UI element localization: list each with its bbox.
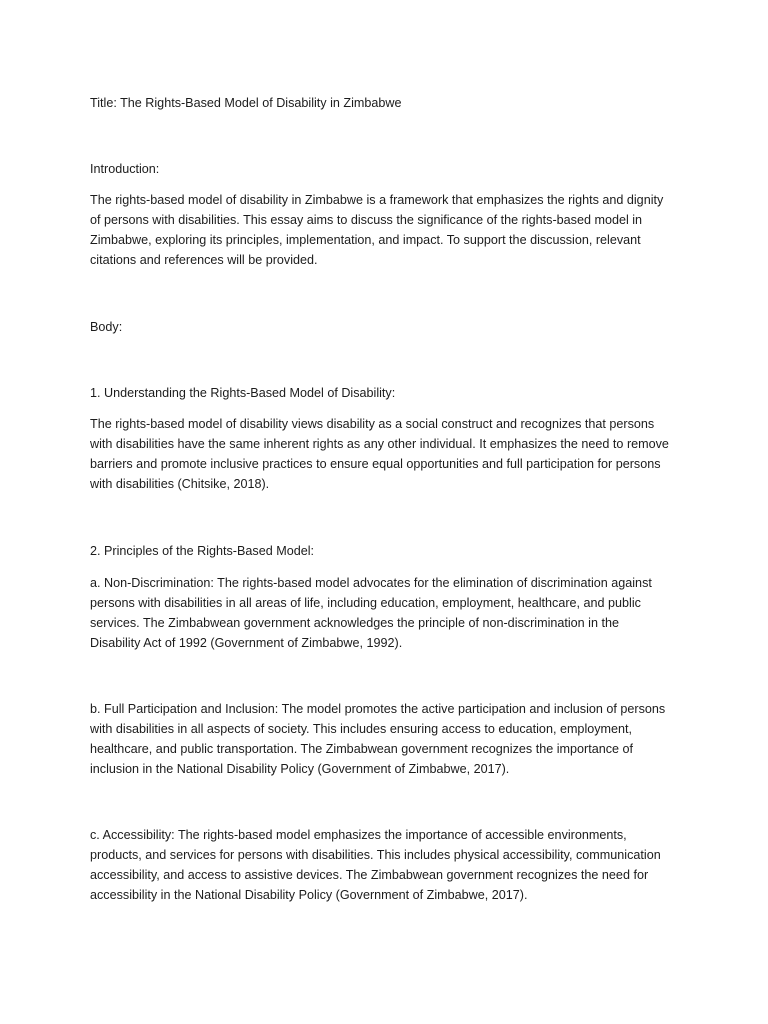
section-2a-paragraph [90,573,690,653]
section-2c-paragraph [90,825,690,905]
paragraph-line: accessibility, and access to assistive devices. The Zimbabwean government recognizes the need for [90,868,649,882]
paragraph-line: Disability Act of 1992 (Government of Zimbabwe, 1992). [90,636,403,650]
paragraph-line: with disabilities (Chitsike, 2018). [90,477,270,491]
section-2-heading: 2. Principles of the Rights-Based Model: [90,544,315,558]
paragraph-line: The rights-based model of disability views disability as a social construct and recognizes that persons [90,417,655,431]
document-title: Title: The Rights-Based Model of Disability in Zimbabwe [90,96,402,110]
paragraph-line: barriers and promote inclusive practices to ensure equal opportunities and full participation for persons [90,457,661,471]
paragraph-line: products, and services for persons with disabilities. This includes physical accessibility, communication [90,848,661,862]
paragraph-line: of persons with disabilities. This essay aims to discuss the significance of the rights-based model in [90,213,643,227]
body-heading: Body: [90,320,123,334]
section-1-paragraph [90,414,690,494]
paragraph-line: with disabilities have the same inherent rights as any other individual. It emphasizes the need to remove [90,437,669,451]
paragraph-line: with disabilities in all aspects of society. This includes ensuring access to education, employment, [90,722,633,736]
paragraph-line: services. The Zimbabwean government acknowledges the principle of non-discrimination in the [90,616,619,630]
paragraph-line: b. Full Participation and Inclusion: The model promotes the active participation and inclusion of persons [90,702,666,716]
introduction-heading: Introduction: [90,162,160,176]
paragraph-line: citations and references will be provided. [90,253,318,267]
section-2b-paragraph [90,699,690,779]
paragraph-line: persons with disabilities in all areas of life, including education, employment, healthcare, and public [90,596,641,610]
paragraph-line: a. Non-Discrimination: The rights-based model advocates for the elimination of discrimination against [90,576,652,590]
paragraph-line: Zimbabwe, exploring its principles, implementation, and impact. To support the discussion, relevant [90,233,641,247]
section-1-heading: 1. Understanding the Rights-Based Model of Disability: [90,386,396,400]
paragraph-line: accessibility in the National Disability Policy (Government of Zimbabwe, 2017). [90,888,528,902]
paragraph-line: c. Accessibility: The rights-based model emphasizes the importance of accessible environments, [90,828,627,842]
paragraph-line: The rights-based model of disability in Zimbabwe is a framework that emphasizes the rights and dignity [90,193,664,207]
introduction-paragraph [90,190,690,270]
paragraph-line: healthcare, and public transportation. The Zimbabwean government recognizes the importance of [90,742,634,756]
paragraph-line: inclusion in the National Disability Policy (Government of Zimbabwe, 2017). [90,762,510,776]
